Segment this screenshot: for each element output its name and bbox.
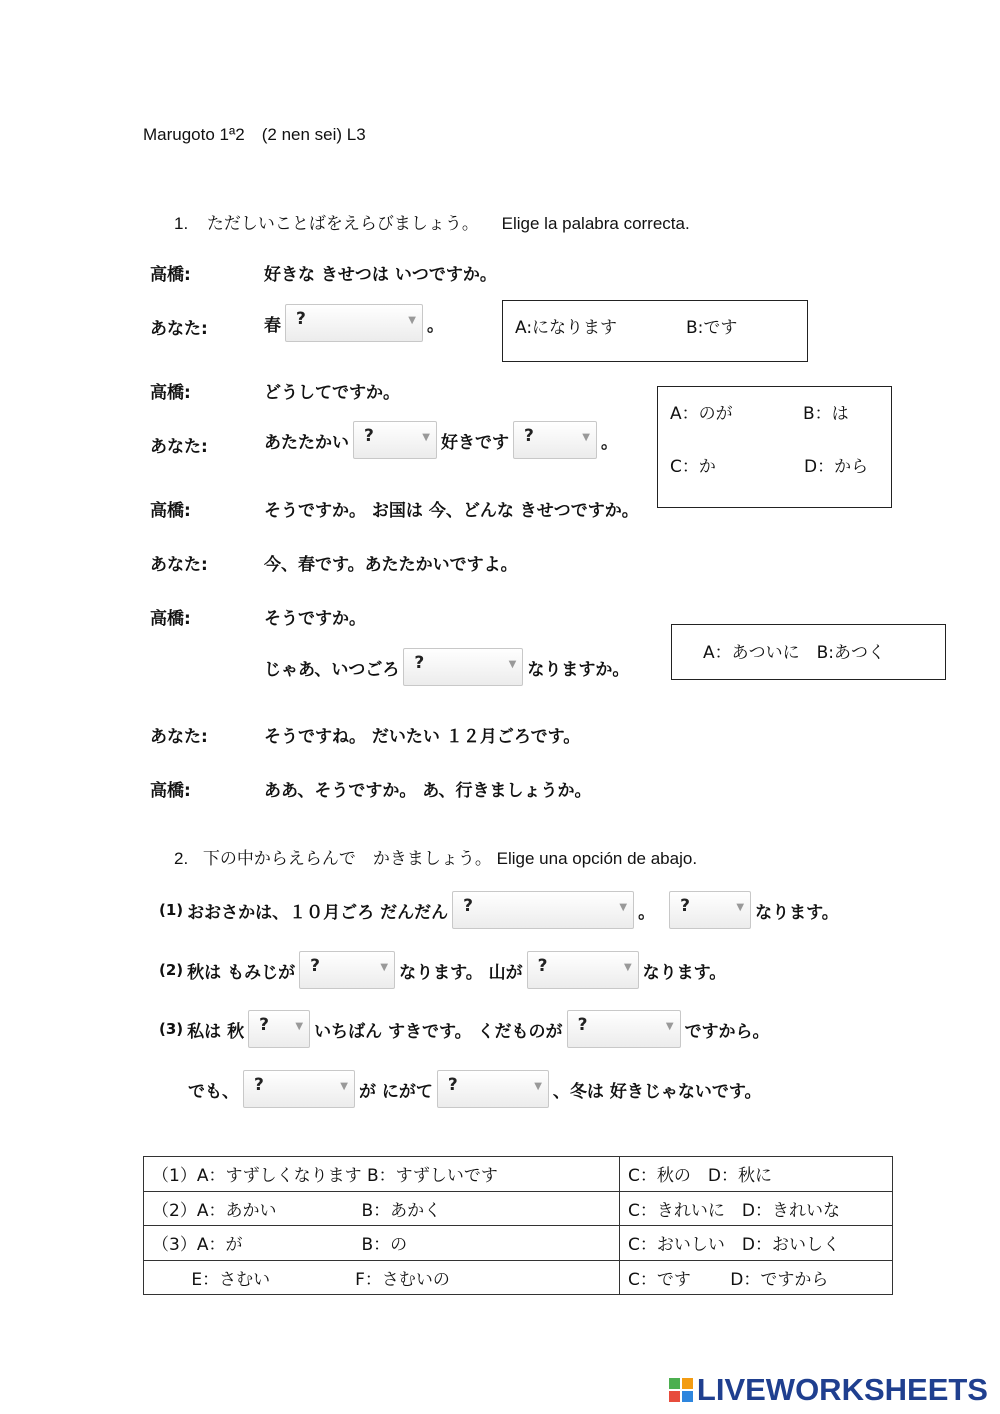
table-cell: C：です D：ですから [620, 1260, 893, 1295]
answer-select[interactable] [437, 1070, 549, 1108]
answer-select[interactable] [353, 421, 437, 459]
line-text: 秋は もみじが [187, 962, 296, 983]
line-text: おおさかは、１０月ごろ だんだん [187, 902, 449, 923]
option-d: D：から [804, 457, 869, 477]
answer-select[interactable] [452, 891, 634, 929]
speaker-anata: あなた: [150, 319, 208, 339]
section2-heading [174, 844, 697, 869]
dialogue-line-6: 今、春です。あたたかいですよ。 [264, 555, 518, 575]
chevron-down-icon: ▼ [340, 1081, 348, 1092]
line-text: あたたかい [264, 432, 349, 453]
options-table [143, 1156, 893, 1295]
option-a: A:になります [515, 318, 618, 338]
line-text: が にがて [359, 1081, 433, 1102]
exercise-line-1 [159, 891, 839, 929]
line-text: なります。 [755, 902, 839, 923]
dialogue-line-4 [264, 421, 618, 459]
line-text: なります。 山が [399, 962, 523, 983]
table-cell: E：さむい F：さむいの [144, 1260, 620, 1295]
select-placeholder: ? [537, 956, 548, 976]
speaker-anata: あなた: [150, 727, 208, 747]
select-placeholder: ? [296, 309, 306, 329]
chevron-down-icon: ▼ [508, 659, 517, 670]
answer-select[interactable] [285, 304, 423, 342]
select-placeholder: ? [524, 426, 534, 446]
option-b: B：は [803, 404, 849, 424]
logo-mark-icon [669, 1378, 693, 1402]
section2-number: 2. [174, 849, 189, 868]
answer-select[interactable] [403, 648, 523, 686]
section2-jp: 下の中からえらんで かきましょう。 [202, 849, 492, 869]
speaker-takahashi: 高橋: [150, 383, 191, 403]
table-cell: （1）A：すずしくなります B：すずしいです [144, 1157, 620, 1192]
brand-name: LIVEWORKSHEETS [696, 1372, 988, 1407]
exercise-line-2 [159, 951, 726, 989]
select-placeholder: ? [364, 426, 374, 446]
select-placeholder: ? [259, 1015, 269, 1035]
dialogue-line-1: 好きな きせつは いつですか。 [264, 265, 497, 285]
table-row [144, 1226, 893, 1261]
chevron-down-icon: ▼ [736, 902, 745, 913]
select-placeholder: ? [310, 956, 320, 976]
answer-select[interactable] [513, 421, 597, 459]
line-text: 春 [264, 315, 281, 336]
dialogue-line-2 [264, 304, 444, 342]
option-box-2 [657, 386, 892, 508]
select-placeholder: ? [447, 1075, 458, 1095]
chevron-down-icon: ▼ [534, 1081, 542, 1092]
chevron-down-icon: ▼ [295, 1021, 304, 1032]
section1-jp: ただしいことばをえらびましょう。 [206, 214, 479, 234]
line-text: 私は 秋 [187, 1021, 245, 1042]
exercise-line-3 [159, 1010, 770, 1048]
dialogue-line-8 [264, 648, 629, 686]
dialogue-line-9: そうですね。 だいたい １２月ごろです。 [264, 727, 581, 747]
item-number: (3) [159, 1020, 184, 1038]
item-number: (2) [159, 961, 184, 979]
option-b: B:です [686, 318, 738, 338]
speaker-takahashi: 高橋: [150, 781, 191, 801]
speaker-takahashi: 高橋: [150, 501, 191, 521]
chevron-down-icon: ▼ [623, 962, 632, 973]
select-placeholder: ? [680, 896, 690, 916]
liveworksheets-logo[interactable] [669, 1372, 988, 1408]
dialogue-line-5: そうですか。 お国は 今、どんな きせつですか。 [264, 501, 639, 521]
section1-number: 1. [174, 214, 189, 233]
table-cell: （3）A：が B：の [144, 1226, 620, 1261]
table-row [144, 1191, 893, 1226]
chevron-down-icon: ▼ [582, 432, 590, 443]
chevron-down-icon: ▼ [422, 432, 430, 443]
line-text: 。 [427, 315, 444, 336]
select-placeholder: ? [254, 1075, 264, 1095]
select-placeholder: ? [414, 653, 425, 673]
line-text: 好きです [441, 432, 509, 453]
option-box-1 [502, 300, 808, 362]
section1-heading [174, 209, 690, 234]
option-c: C：か [670, 457, 716, 477]
answer-select[interactable] [248, 1010, 310, 1048]
select-placeholder: ? [577, 1015, 588, 1035]
line-text: 。 [601, 432, 618, 453]
line-text: いちばん すきです。 くだものが [314, 1021, 563, 1042]
chevron-down-icon: ▼ [665, 1021, 674, 1032]
answer-select[interactable] [527, 951, 639, 989]
select-placeholder: ? [463, 896, 473, 916]
table-cell: C：おいしい D：おいしく [620, 1226, 893, 1261]
answer-select[interactable] [299, 951, 395, 989]
table-row [144, 1260, 893, 1295]
table-cell: C：秋の D：秋に [620, 1157, 893, 1192]
table-cell: （2）A：あかい B：あかく [144, 1191, 620, 1226]
table-cell: C：きれいに D：きれいな [620, 1191, 893, 1226]
option-a: A：のが [670, 404, 733, 424]
chevron-down-icon: ▼ [380, 962, 389, 973]
line-text: 。 [638, 902, 656, 923]
line-text: なりますか。 [527, 659, 630, 680]
option-box-3 [671, 624, 946, 680]
line-text: じゃあ、いつごろ [264, 659, 400, 680]
section2-es: Elige una opción de abajo. [496, 849, 698, 868]
speaker-anata: あなた: [150, 555, 208, 575]
dialogue-line-3: どうしてですか。 [264, 383, 400, 403]
table-row [144, 1157, 893, 1192]
answer-select[interactable] [567, 1010, 681, 1048]
worksheet-title: Marugoto 1ª2 (2 nen sei) L3 [143, 125, 366, 144]
answer-select[interactable] [669, 891, 751, 929]
item-number: (1) [159, 901, 184, 919]
dialogue-line-10: ああ、そうですか。 あ、行きましょうか。 [264, 781, 592, 801]
chevron-down-icon: ▼ [408, 315, 416, 326]
section1-es: Elige la palabra correcta. [501, 214, 690, 233]
chevron-down-icon: ▼ [619, 902, 628, 913]
line-text: 、冬は 好きじゃないです。 [552, 1081, 762, 1102]
line-text: でも、 [188, 1081, 239, 1102]
line-text: ですから。 [684, 1021, 770, 1042]
dialogue-line-7: そうですか。 [264, 609, 366, 629]
line-text: なります。 [642, 962, 727, 983]
speaker-takahashi: 高橋: [150, 265, 191, 285]
answer-select[interactable] [243, 1070, 355, 1108]
exercise-line-4 [188, 1070, 761, 1108]
option-text: A：あついに B:あつく [703, 643, 886, 663]
speaker-anata: あなた: [150, 437, 208, 457]
speaker-takahashi: 高橋: [150, 609, 191, 629]
